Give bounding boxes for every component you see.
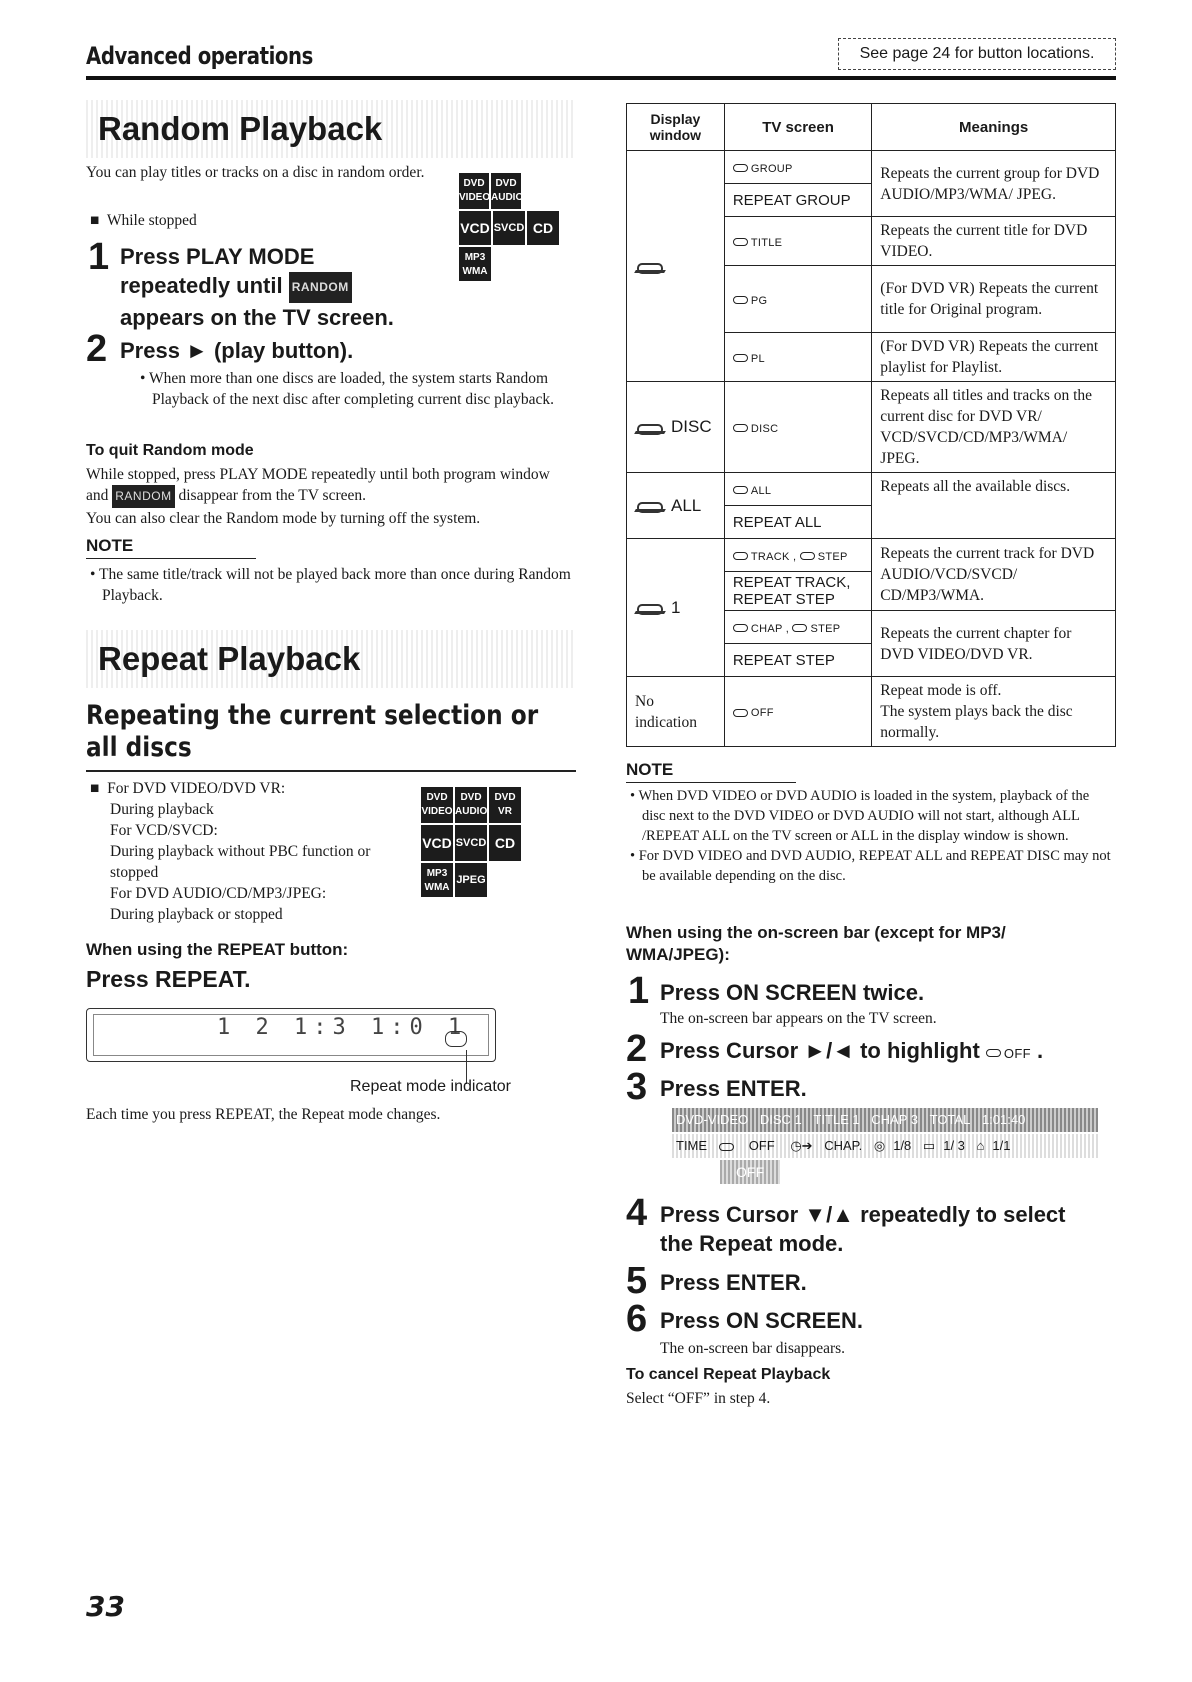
random-glyph-inline: RANDOM xyxy=(112,485,174,508)
meaning-track: Repeats the current track for DVD AUDIO/VCD/SVCD/ CD/MP3/WMA. xyxy=(872,539,1116,611)
display-one: 1 xyxy=(627,539,725,677)
os-step1-text: Press ON SCREEN twice. xyxy=(660,980,925,1005)
repeat-icon xyxy=(733,237,749,246)
random-step2-number: 2 xyxy=(86,328,108,370)
repeat-icon xyxy=(733,485,749,494)
tv-repeat-step: REPEAT STEP xyxy=(724,644,871,677)
random-intro: You can play titles or tracks on a disc in random order. xyxy=(86,164,425,181)
osb-row3: OFF xyxy=(720,1160,780,1184)
repeat-icon xyxy=(800,551,816,560)
badge-dvd-audio: DVD AUDIO xyxy=(490,172,522,210)
on-screen-bar xyxy=(672,1108,1098,1184)
meaning-title: Repeats the current title for DVD VIDEO. xyxy=(872,217,1116,266)
random-note-heading: NOTE xyxy=(86,536,256,559)
repeat-playback-banner xyxy=(86,630,576,688)
tv-chap: CHAP , STEP xyxy=(724,611,871,644)
badge-svcd: SVCD xyxy=(454,824,488,862)
meaning-off: Repeat mode is off. The system plays back the disc normally. xyxy=(872,677,1116,747)
badge-dvd-video: DVD VIDEO xyxy=(420,786,454,824)
repeat-icon xyxy=(733,623,749,632)
badge-svcd: SVCD xyxy=(492,210,526,246)
cancel-repeat-text: Select “OFF” in step 4. xyxy=(626,1390,771,1407)
os-step3-text: Press ENTER. xyxy=(660,1076,807,1101)
badge-dvd-vr: DVD VR xyxy=(488,786,522,824)
repeat-each-time: Each time you press REPEAT, the Repeat mode changes. xyxy=(86,1106,441,1123)
page-number: 33 xyxy=(86,1590,125,1623)
tv-group: GROUP xyxy=(724,151,871,184)
display-all: ALL xyxy=(627,473,725,539)
repeat-mode-indicator-icon xyxy=(445,1031,467,1047)
repeat-icon xyxy=(719,1142,743,1151)
display-panel xyxy=(86,1008,496,1062)
repeat-conditions: ■ For DVD VIDEO/DVD VR: During playback For VCD/SVCD: During playback without PBC function or stopped For DVD AUDIO/CD/MP3/JPEG: During playback or stopped xyxy=(90,780,371,923)
th-display: Display window xyxy=(627,104,725,151)
repeat-playback-title: Repeat Playback xyxy=(98,640,361,677)
os-step4-text: Press Cursor ▼/▲ repeatedly to select the Repeat mode. xyxy=(660,1202,1066,1256)
badge-dvd-audio: DVD AUDIO xyxy=(454,786,488,824)
panel-caption: Repeat mode indicator xyxy=(350,1078,511,1095)
tv-pg: PG xyxy=(724,266,871,333)
display-no-indication: No indication xyxy=(627,677,725,747)
meaning-pl: (For DVD VR) Repeats the current playlist for Playlist. xyxy=(872,333,1116,382)
repeat-notes: • When DVD VIDEO or DVD AUDIO is loaded in the system, playback of the disc next to the DVD VIDEO or DVD AUDIO will not start, although ALL /REPEAT ALL on the TV screen or ALL in the display window is shown. • For DVD VIDEO and DVD AUDIO, REPEAT ALL and REPEAT DISC may not be available depending on the disc. xyxy=(630,788,1111,884)
tv-disc: DISC xyxy=(724,382,871,473)
random-step1-text: Press PLAY MODE repeatedly until RANDOM appears on the TV screen. xyxy=(120,244,394,330)
header-rule xyxy=(86,76,1116,80)
meaning-group: Repeats the current group for DVD AUDIO/MP3/WMA/ JPEG. xyxy=(872,151,1116,217)
tv-repeat-group: REPEAT GROUP xyxy=(724,184,871,217)
os-step2-text: Press Cursor ►/◄ to highlight OFF . xyxy=(660,1038,1044,1063)
badge-mp3-wma: MP3 WMA xyxy=(420,862,454,898)
subtitle-rule xyxy=(86,770,576,772)
repeat-display-icon xyxy=(635,603,665,613)
badge-cd: CD xyxy=(488,824,522,862)
meaning-pg: (For DVD VR) Repeats the current title for Original program. xyxy=(872,266,1116,333)
th-meaning: Meanings xyxy=(872,104,1116,151)
repeat-icon xyxy=(733,551,749,560)
section-title: Advanced operations xyxy=(86,42,313,70)
disc-icon: ◎ xyxy=(873,1138,886,1153)
tv-off: OFF xyxy=(724,677,871,747)
press-repeat-text: Press REPEAT. xyxy=(86,966,251,992)
repeat-display-icon xyxy=(635,262,665,272)
random-condition: ■ While stopped xyxy=(90,212,197,229)
repeat-icon xyxy=(792,623,808,632)
badge-vcd: VCD xyxy=(420,824,454,862)
table-row xyxy=(627,473,1116,506)
badge-dvd-video: DVD VIDEO xyxy=(458,172,490,210)
display-repeat-icon-cell xyxy=(627,151,725,382)
th-tv: TV screen xyxy=(724,104,871,151)
osb-row1: DVD-VIDEO DISC 1 TITLE 1 CHAP 3 TOTAL 1:01:40 xyxy=(672,1108,1098,1132)
repeat-icon xyxy=(733,423,749,432)
tv-all: ALL xyxy=(724,473,871,506)
badge-jpeg: JPEG xyxy=(454,862,488,898)
os-step4-number: 4 xyxy=(626,1192,648,1234)
badge-vcd: VCD xyxy=(458,210,492,246)
os-step6-text: Press ON SCREEN. xyxy=(660,1308,863,1333)
repeat-icon xyxy=(986,1048,1002,1057)
table-row xyxy=(627,151,1116,184)
os-step1-number: 1 xyxy=(628,970,650,1012)
cancel-repeat-heading: To cancel Repeat Playback xyxy=(626,1366,831,1383)
repeating-subtitle: Repeating the current selection or all discs xyxy=(86,700,539,763)
table-row xyxy=(627,539,1116,572)
os-step3-number: 3 xyxy=(626,1066,648,1108)
repeat-button-heading: When using the REPEAT button: xyxy=(86,940,349,959)
quit-random-heading: To quit Random mode xyxy=(86,442,254,459)
os-step5-number: 5 xyxy=(626,1260,648,1302)
clock-icon: ◷➔ xyxy=(790,1138,813,1153)
tv-pl: PL xyxy=(724,333,871,382)
repeat-note-heading: NOTE xyxy=(626,760,796,783)
osb-row2: TIME OFF ◷➔ CHAP. ◎ 1/8 ▭ 1/ 3 ⌂ 1/1 xyxy=(672,1134,1098,1158)
os-step1-sub: The on-screen bar appears on the TV screen. xyxy=(660,1010,937,1027)
random-step2-note: • When more than one discs are loaded, the system starts Random Playback of the next disc after completing current disc playback. xyxy=(140,370,554,408)
repeat-icon xyxy=(733,353,749,362)
angle-icon: ⌂ xyxy=(976,1138,985,1153)
repeat-display-icon xyxy=(635,423,665,433)
random-note-text: • The same title/track will not be played back more than once during Random Playback. xyxy=(90,566,571,604)
tv-repeat-track: REPEAT TRACK, REPEAT STEP xyxy=(724,572,871,611)
badge-mp3-wma: MP3 WMA xyxy=(458,246,492,282)
display-disc: DISC xyxy=(627,382,725,473)
panel-digits: 1 2 1:3 1:0 1 xyxy=(217,1015,468,1040)
os-step6-number: 6 xyxy=(626,1298,648,1340)
meaning-chap: Repeats the current chapter for DVD VIDEO/DVD VR. xyxy=(872,611,1116,677)
table-row xyxy=(627,382,1116,473)
tv-track: TRACK , STEP xyxy=(724,539,871,572)
os-step2-number: 2 xyxy=(626,1028,648,1070)
badge-cd: CD xyxy=(526,210,560,246)
repeat-icon xyxy=(733,295,749,304)
random-playback-banner xyxy=(86,100,576,158)
meaning-disc: Repeats all titles and tracks on the current disc for DVD VR/ VCD/SVCD/CD/MP3/WMA/ JPEG. xyxy=(872,382,1116,473)
os-step5-text: Press ENTER. xyxy=(660,1270,807,1295)
repeat-display-icon xyxy=(635,501,665,511)
table-row xyxy=(627,677,1116,747)
random-step2-text: Press ► (play button). xyxy=(120,338,354,363)
repeat-mode-table xyxy=(626,103,1116,747)
random-glyph: RANDOM xyxy=(289,272,352,303)
meaning-all: Repeats all the available discs. xyxy=(872,473,1116,539)
random-playback-title: Random Playback xyxy=(98,110,383,147)
table-header-row xyxy=(627,104,1116,151)
repeat-icon xyxy=(733,163,749,172)
onscreen-bar-heading: When using the on-screen bar (except for MP3/ WMA/JPEG): xyxy=(626,923,1006,964)
button-locations-hint: See page 24 for button locations. xyxy=(838,38,1116,70)
subtitle-icon: ▭ xyxy=(922,1138,936,1153)
tv-title: TITLE xyxy=(724,217,871,266)
quit-random-text: While stopped, press PLAY MODE repeatedly until both program window and RANDOM disappear from the TV screen. You can also clear the Random mode by turning off the system. xyxy=(86,466,550,527)
repeat-icon xyxy=(733,708,749,717)
random-step1-number: 1 xyxy=(88,236,110,278)
os-step6-sub: The on-screen bar disappears. xyxy=(660,1340,846,1357)
tv-repeat-all: REPEAT ALL xyxy=(724,506,871,539)
